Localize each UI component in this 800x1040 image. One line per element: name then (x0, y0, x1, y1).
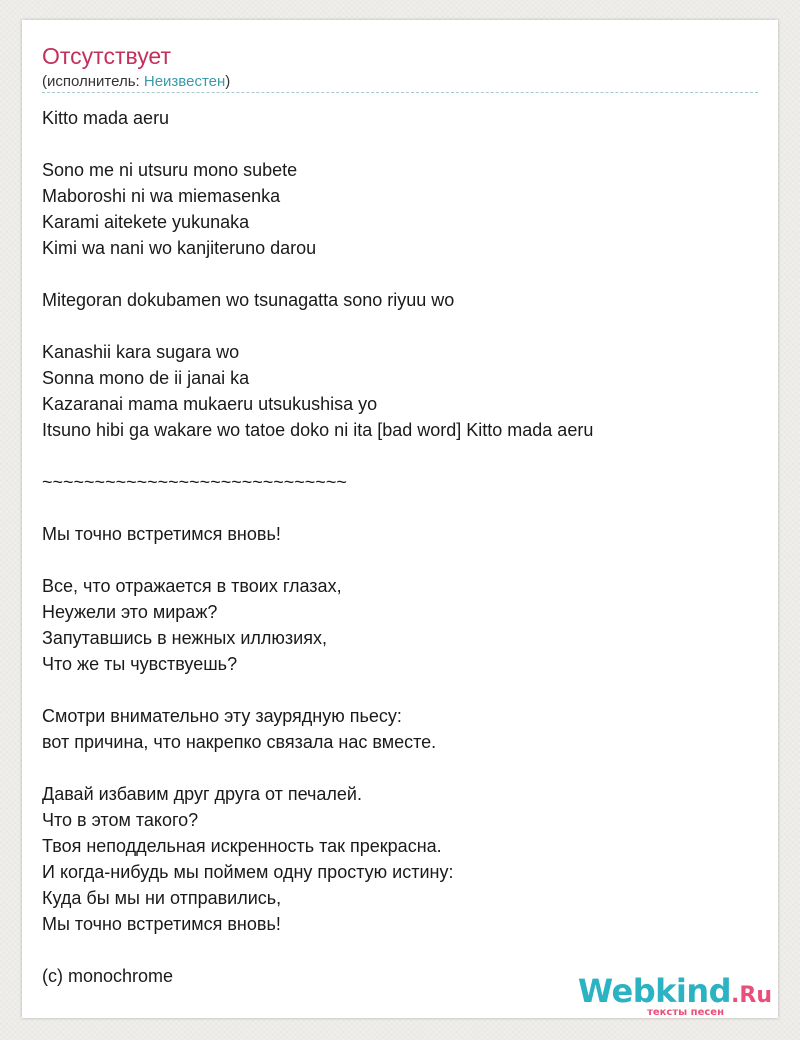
lyrics-blank-line (42, 443, 758, 469)
lyrics-line: ~~~~~~~~~~~~~~~~~~~~~~~~~~~~~ (42, 472, 347, 492)
song-title: Отсутствует (42, 43, 171, 69)
lyrics-line: Karami aitekete yukunaka (42, 212, 250, 232)
lyrics-card (22, 20, 778, 1018)
lyrics-blank-line (42, 261, 758, 287)
lyrics-blank-line (42, 547, 758, 573)
lyrics-line: Itsuno hibi ga wakare wo tatoe doko ni ita [bad word] Kitto mada aeru (42, 420, 594, 440)
lyrics-line: Что в этом такого? (42, 810, 199, 830)
lyrics-line: Куда бы мы ни отправились, (42, 888, 282, 908)
lyrics-blank-line (42, 755, 758, 781)
artist-link[interactable]: Неизвестен (143, 73, 226, 90)
logo-brand-name: Webkind (577, 972, 732, 1010)
lyrics-line: вот причина, что накрепко связала нас вместе. (42, 732, 437, 752)
lyrics-text (42, 105, 758, 989)
lyrics-blank-line (42, 495, 758, 521)
lyrics-blank-line (42, 677, 758, 703)
artist-suffix: ) (225, 73, 231, 90)
lyrics-line: Твоя неподдельная искренность так прекрасна. (42, 836, 442, 856)
lyrics-line: Давай избавим друг друга от печалей. (42, 784, 362, 804)
lyrics-line: Мы точно встретимся вновь! (42, 524, 281, 544)
lyrics-line: Что же ты чувствуешь? (42, 654, 238, 674)
lyrics-line: Kimi wa nani wo kanjiteruno darou (42, 238, 317, 258)
logo-tagline: тексты песен (647, 1007, 724, 1018)
lyrics-blank-line (42, 937, 758, 963)
artist-prefix: (исполнитель: (42, 73, 144, 90)
lyrics-line: Kazaranai mama mukaeru utsukushisa yo (42, 394, 378, 414)
lyrics-line: Kanashii kara sugara wo (42, 342, 240, 362)
lyrics-blank-line (42, 131, 758, 157)
logo-tld: .Ru (731, 983, 772, 1008)
lyrics-line: Мы точно встретимся вновь! (42, 914, 281, 934)
lyrics-line: (c) monochrome (42, 966, 174, 986)
lyrics-line: Sonna mono de ii janai ka (42, 368, 250, 388)
dashed-divider (42, 92, 758, 93)
lyrics-blank-line (42, 313, 758, 339)
lyrics-line: Kitto mada aeru (42, 108, 170, 128)
lyrics-line: И когда-нибудь мы поймем одну простую истину: (42, 862, 454, 882)
lyrics-line: Смотри внимательно эту заурядную пьесу: (42, 706, 402, 726)
lyrics-line: Sono me ni utsuru mono subete (42, 160, 298, 180)
lyrics-line: Неужели это мираж? (42, 602, 218, 622)
lyrics-line: Все, что отражается в твоих глазах, (42, 576, 342, 596)
artist-line (42, 72, 230, 92)
webkind-logo[interactable] (572, 974, 772, 1018)
lyrics-line: Mitegoran dokubamen wo tsunagatta sono riyuu wo (42, 290, 455, 310)
lyrics-line: Запутавшись в нежных иллюзиях, (42, 628, 327, 648)
lyrics-line: Maboroshi ni wa miemasenka (42, 186, 281, 206)
